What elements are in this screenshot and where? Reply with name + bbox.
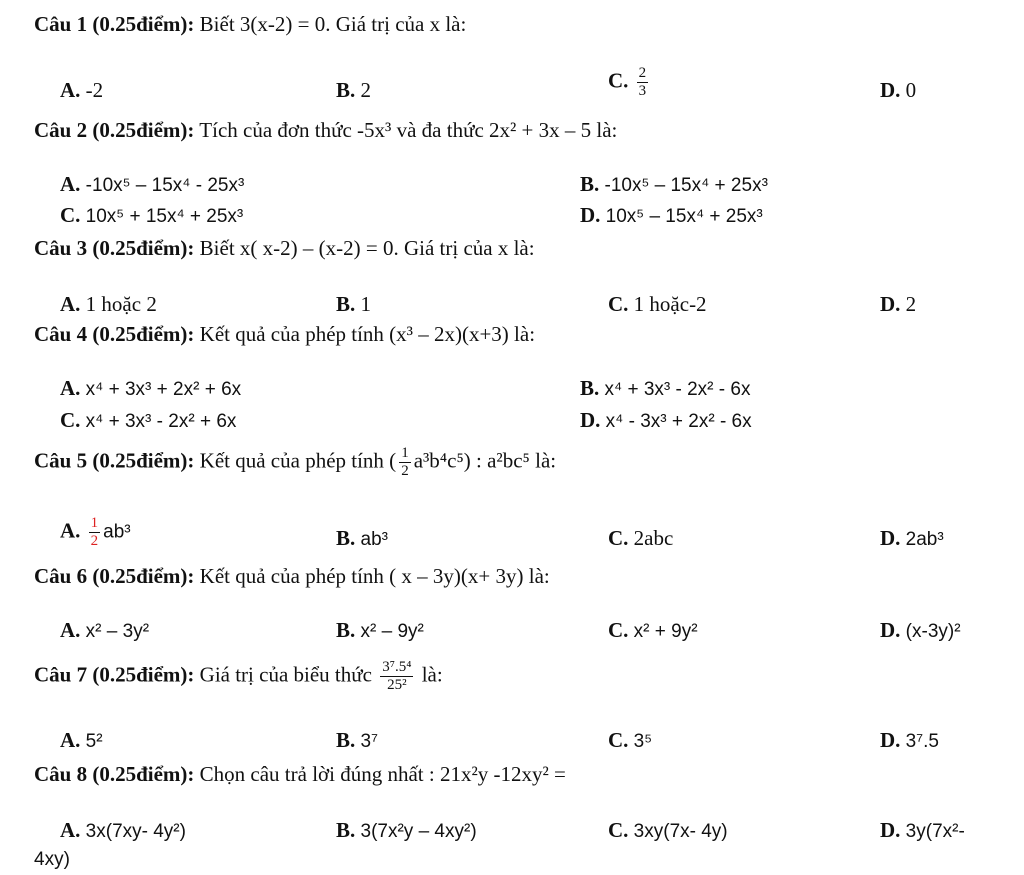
q4-option-a[interactable]: A. x⁴ + 3x³ + 2x² + 6x: [60, 376, 242, 400]
q6-option-c[interactable]: C. x² + 9y²: [608, 618, 698, 642]
question-5: [34, 446, 556, 479]
q4-option-b[interactable]: B. x⁴ + 3x³ - 2x² - 6x: [580, 376, 751, 400]
question-7-fraction: $\frac{\text{3⁷.5⁴}}{\text{25²}}$: [382, 659, 412, 693]
q5-option-d[interactable]: D. 2ab³: [880, 526, 944, 550]
question-5-fraction: $\frac{1}{2}$: [401, 445, 409, 479]
q2-option-a[interactable]: A. -10x⁵ – 15x⁴ - 25x³: [60, 172, 245, 196]
q8-option-a[interactable]: A. 3x(7xy- 4y²): [60, 818, 186, 842]
question-8: [34, 762, 566, 787]
q1-option-c-fraction: $\frac{2}{3}$: [638, 65, 647, 99]
question-5-text-post: a³b⁴c⁵) : a²bc⁵ là:: [413, 448, 557, 473]
question-4-text: Kết quả của phép tính (x³ – 2x)(x+3) là:: [199, 322, 536, 346]
q6-option-a[interactable]: A. x² – 3y²: [60, 618, 150, 642]
q5-option-c[interactable]: C. 2abc: [608, 526, 674, 550]
q2-option-b[interactable]: B. -10x⁵ – 15x⁴ + 25x³: [580, 172, 768, 196]
question-1-label: Câu 1 (0.25điểm):: [34, 12, 195, 36]
question-3-text: Biết x( x-2) – (x-2) = 0. Giá trị của x là:: [199, 236, 535, 260]
q3-option-c[interactable]: C. 1 hoặc-2: [608, 292, 707, 316]
question-4-label: Câu 4 (0.25điểm):: [34, 322, 195, 346]
question-2-label: Câu 2 (0.25điểm):: [34, 118, 195, 142]
question-8-text: Chọn câu trả lời đúng nhất : 21x²y -12xy² =: [199, 762, 566, 786]
q4-option-c[interactable]: C. x⁴ + 3x³ - 2x² + 6x: [60, 408, 237, 432]
q7-option-c[interactable]: C. 3⁵: [608, 728, 653, 752]
question-1: [34, 12, 466, 37]
question-1-text: Biết 3(x-2) = 0. Giá trị của x là:: [199, 12, 467, 36]
q3-option-b[interactable]: B. 1: [336, 292, 372, 316]
q5-option-a[interactable]: A. $\frac{1}{2}$ ab³: [60, 515, 131, 549]
q2-option-d[interactable]: D. 10x⁵ – 15x⁴ + 25x³: [580, 203, 763, 227]
q3-option-a[interactable]: A. 1 hoặc 2: [60, 292, 157, 316]
question-4: [34, 322, 535, 347]
question-5-text-pre: Kết quả của phép tính (: [199, 448, 397, 473]
q8-option-b[interactable]: B. 3(7x²y – 4xy²): [336, 818, 477, 842]
question-6: [34, 564, 550, 589]
question-2-text: Tích của đơn thức -5x³ và đa thức 2x² + 3x – 5 là:: [199, 118, 618, 142]
question-6-label: Câu 6 (0.25điểm):: [34, 564, 195, 588]
q6-option-d[interactable]: D. (x-3y)²: [880, 618, 961, 642]
q3-option-d[interactable]: D. 2: [880, 292, 917, 316]
question-7-text-post: là:: [421, 662, 443, 687]
question-3-label: Câu 3 (0.25điểm):: [34, 236, 195, 260]
q8-option-c[interactable]: C. 3xy(7x- 4y): [608, 818, 728, 842]
question-7-text-pre: Giá trị của biểu thức: [199, 662, 372, 687]
question-7-label: Câu 7 (0.25điểm):: [34, 662, 195, 687]
q1-option-c[interactable]: C. $\frac{2}{3}$: [608, 65, 647, 99]
question-5-label: Câu 5 (0.25điểm):: [34, 448, 195, 473]
q1-option-b[interactable]: B. 2: [336, 78, 372, 102]
q5-option-b[interactable]: B. ab³: [336, 526, 388, 550]
question-8-label: Câu 8 (0.25điểm):: [34, 762, 195, 786]
q6-option-b[interactable]: B. x² – 9y²: [336, 618, 424, 642]
question-6-text: Kết quả của phép tính ( x – 3y)(x+ 3y) là:: [199, 564, 550, 588]
q7-option-b[interactable]: B. 3⁷: [336, 728, 378, 752]
q5-option-a-fraction: $\frac{1}{2}$: [90, 515, 99, 549]
q1-option-d[interactable]: D. 0: [880, 78, 917, 102]
q1-option-a[interactable]: A. -2: [60, 78, 104, 102]
q7-option-d[interactable]: D. 3⁷.5: [880, 728, 939, 752]
q7-option-a[interactable]: A. 5²: [60, 728, 103, 752]
q2-option-c[interactable]: C. 10x⁵ + 15x⁴ + 25x³: [60, 203, 244, 227]
question-3: [34, 236, 535, 261]
q8-option-d-continuation: 4xy): [34, 849, 70, 870]
question-7: [34, 660, 443, 693]
q4-option-d[interactable]: D. x⁴ - 3x³ + 2x² - 6x: [580, 408, 752, 432]
question-2: [34, 118, 617, 143]
q8-option-d[interactable]: D. 3y(7x²-: [880, 818, 965, 842]
